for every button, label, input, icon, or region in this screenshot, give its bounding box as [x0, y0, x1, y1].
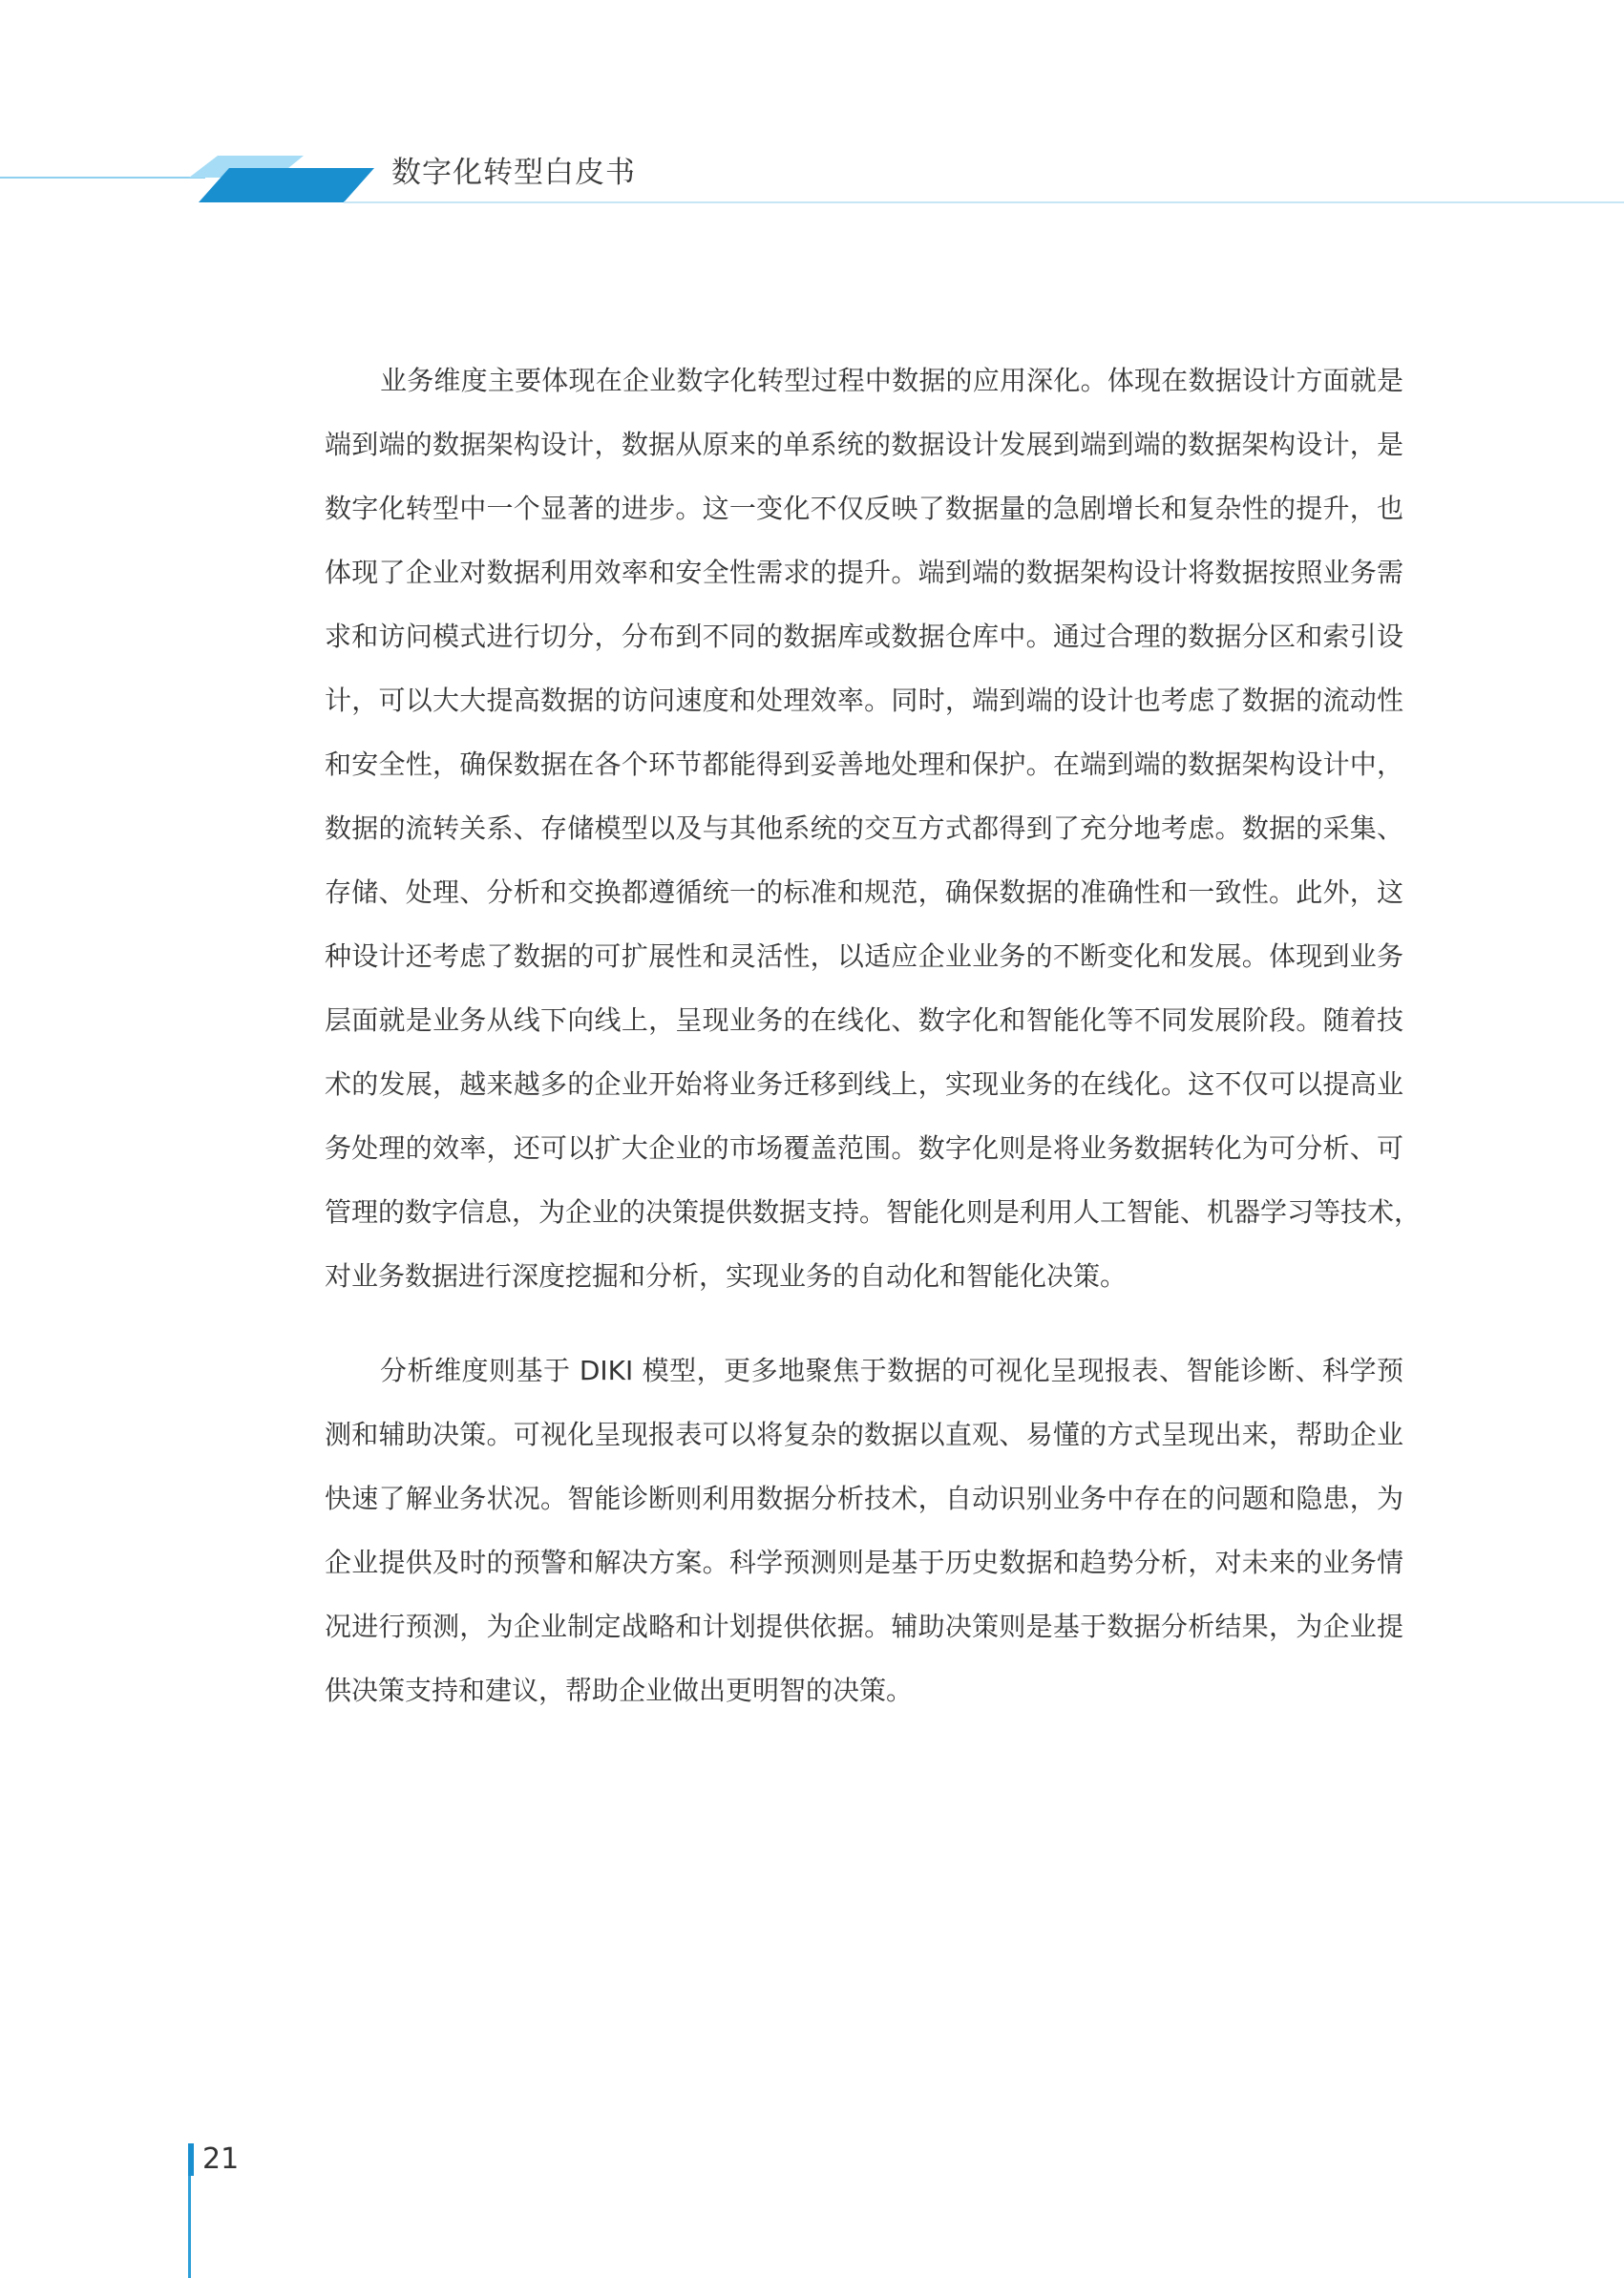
text-line: 企业提供及时的预警和解决方案。科学预测则是基于历史数据和趋势分析，对未来的业务情 [325, 1547, 1403, 1578]
text-line: 测和辅助决策。可视化呈现报表可以将复杂的数据以直观、易懂的方式呈现出来，帮助企业 [325, 1419, 1403, 1450]
text-line: 分析维度则基于 DIKI 模型，更多地聚焦于数据的可视化呈现报表、智能诊断、科学预 [380, 1355, 1403, 1386]
page-number: 21 [202, 2142, 240, 2176]
page-number-marker [188, 2143, 194, 2176]
text-line: 务处理的效率，还可以扩大企业的市场覆盖范围。数字化则是将业务数据转化为可分析、可 [325, 1132, 1403, 1164]
paragraph-analysis-dimension [325, 1339, 1403, 1722]
paragraph-business-dimension [325, 348, 1422, 1308]
main-content [325, 348, 1422, 1722]
text-line: 求和访问模式进行切分，分布到不同的数据库或数据仓库中。通过合理的数据分区和索引设 [325, 621, 1403, 652]
text-line: 存储、处理、分析和交换都遵循统一的标准和规范，确保数据的准确性和一致性。此外，这 [325, 876, 1403, 908]
text-line: 供决策支持和建议，帮助企业做出更明智的决策。 [325, 1675, 914, 1706]
text-line: 计，可以大大提高数据的访问速度和处理效率。同时，端到端的设计也考虑了数据的流动性 [325, 685, 1403, 716]
page-header [0, 0, 1624, 220]
text-line: 种设计还考虑了数据的可扩展性和灵活性，以适应企业业务的不断变化和发展。体现到业务 [325, 940, 1403, 972]
header-decoration [0, 0, 1624, 220]
text-line: 数字化转型中一个显著的进步。这一变化不仅反映了数据量的急剧增长和复杂性的提升，也 [325, 493, 1403, 524]
text-line: 体现了企业对数据利用效率和安全性需求的提升。端到端的数据架构设计将数据按照业务需 [325, 557, 1403, 588]
document-title: 数字化转型白皮书 [391, 156, 636, 190]
text-line: 数据的流转关系、存储模型以及与其他系统的交互方式都得到了充分地考虑。数据的采集、 [325, 812, 1403, 844]
text-line: 端到端的数据架构设计，数据从原来的单系统的数据设计发展到端到端的数据架构设计，是 [325, 429, 1403, 460]
text-line: 和安全性，确保数据在各个环节都能得到妥善地处理和保护。在端到端的数据架构设计中， [325, 749, 1403, 780]
text-line: 业务维度主要体现在企业数字化转型过程中数据的应用深化。体现在数据设计方面就是 [380, 365, 1403, 396]
text-line: 对业务数据进行深度挖掘和分析，实现业务的自动化和智能化决策。 [325, 1260, 1128, 1292]
text-line: 快速了解业务状况。智能诊断则利用数据分析技术，自动识别业务中存在的问题和隐患，为 [325, 1483, 1403, 1514]
text-line: 术的发展，越来越多的企业开始将业务迁移到线上，实现业务的在线化。这不仅可以提高业 [325, 1068, 1403, 1100]
text-line: 管理的数字信息，为企业的决策提供数据支持。智能化则是利用人工智能、机器学习等技术， [325, 1196, 1422, 1228]
text-line: 层面就是业务从线下向线上，呈现业务的在线化、数字化和智能化等不同发展阶段。随着技 [325, 1004, 1403, 1036]
header-main-stripe [199, 168, 374, 202]
text-line: 况进行预测，为企业制定战略和计划提供依据。辅助决策则是基于数据分析结果，为企业提 [325, 1611, 1403, 1642]
